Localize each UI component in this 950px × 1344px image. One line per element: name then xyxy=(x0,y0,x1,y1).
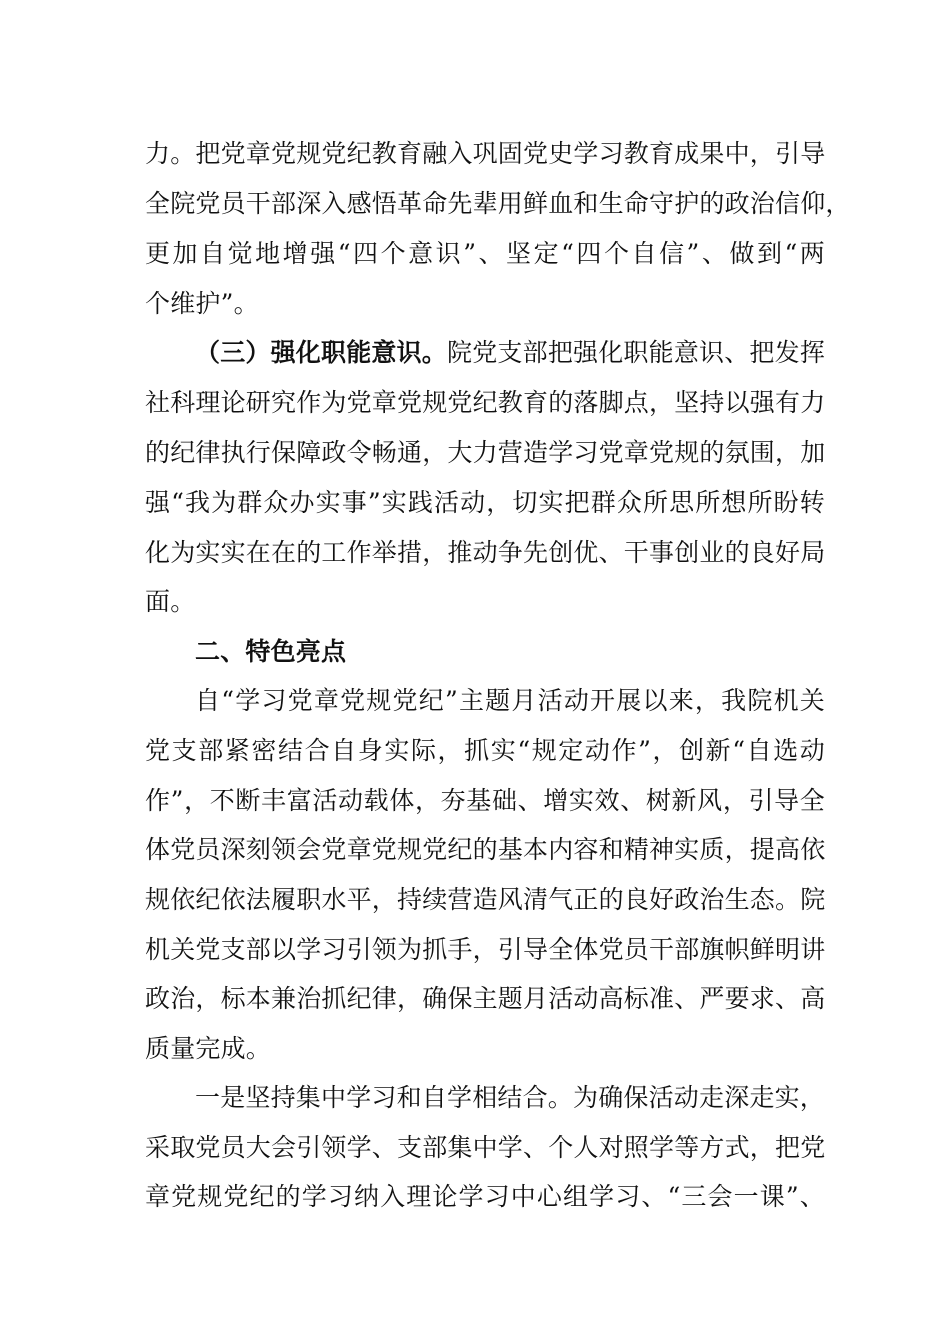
paragraph-line: 质量完成。 xyxy=(145,1034,272,1063)
paragraph-line: 采取党员大会引领学、支部集中学、个人对照学等方式，把党 xyxy=(145,1133,826,1162)
paragraph-line: 自“学习党章党规党纪”主题月活动开展以来，我院机关 xyxy=(195,686,825,715)
paragraph-line: 政治，标本兼治抓纪律，确保主题月活动高标准、严要求、高 xyxy=(145,984,826,1013)
paragraph-line: 化为实实在在的工作举措，推动争先创优、干事创业的良好局 xyxy=(145,538,826,567)
paragraph-text: 院党支部把强化职能意识、把发挥 xyxy=(447,338,826,367)
paragraph-line: 章党规党纪的学习纳入理论学习中心组学习、“三会一课”、 xyxy=(145,1182,825,1211)
paragraph-line: 更加自觉地增强“四个意识”、坚定“四个自信”、做到“两 xyxy=(145,239,825,268)
paragraph-first-line xyxy=(195,333,825,373)
paragraph-line: 规依纪依法履职水平，持续营造风清气正的良好政治生态。院 xyxy=(145,885,826,914)
paragraph-line: 力。把党章党规党纪教育融入巩固党史学习教育成果中，引导 xyxy=(145,139,826,168)
paragraph-line: 党支部紧密结合自身实际，抓实“规定动作”，创新“自选动 xyxy=(145,736,825,765)
paragraph-line: 社科理论研究作为党章党规党纪教育的落脚点，坚持以强有力 xyxy=(145,388,826,417)
section-heading: 二、特色亮点 xyxy=(195,637,347,666)
paragraph-line: 个维护”。 xyxy=(145,289,259,318)
paragraph-line: 一是坚持集中学习和自学相结合。为确保活动走深走实， xyxy=(195,1083,826,1112)
subsection-heading: （三）强化职能意识。 xyxy=(195,338,448,367)
paragraph-line: 的纪律执行保障政令畅通，大力营造学习党章党规的氛围，加 xyxy=(145,438,826,467)
paragraph-line: 全院党员干部深入感悟革命先辈用鲜血和生命守护的政治信仰， xyxy=(145,189,851,218)
paragraph-line: 机关党支部以学习引领为抓手，引导全体党员干部旗帜鲜明讲 xyxy=(145,935,826,964)
paragraph-line: 面。 xyxy=(145,587,196,616)
paragraph-line: 作”，不断丰富活动载体，夯基础、增实效、树新风，引导全 xyxy=(145,786,825,815)
paragraph-line: 体党员深刻领会党章党规党纪的基本内容和精神实质，提高依 xyxy=(145,835,826,864)
paragraph-line: 强“我为群众办实事”实践活动，切实把群众所思所想所盼转 xyxy=(145,488,825,517)
